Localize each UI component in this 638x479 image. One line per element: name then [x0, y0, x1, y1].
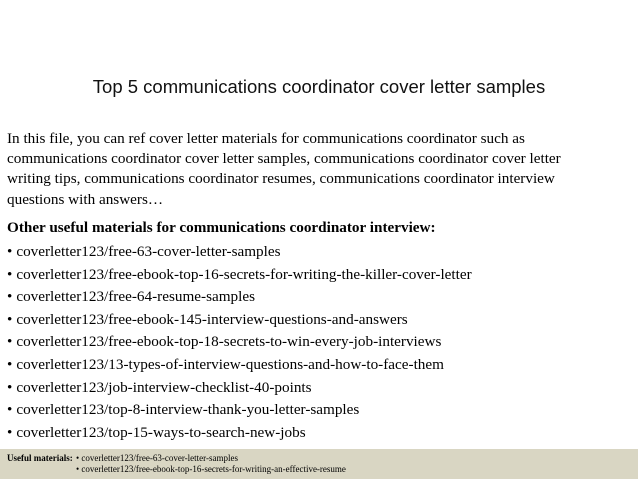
list-item: [7, 377, 472, 400]
material-link[interactable]: coverletter123/top-15-ways-to-search-new-jobs: [16, 423, 306, 441]
page-title: Top 5 communications coordinator cover letter samples: [92, 76, 546, 97]
intro-line: communications coordinator cover letter samples, communications coordinator cover letter: [7, 150, 561, 168]
materials-list: [7, 241, 472, 444]
bullet-icon: •: [7, 333, 13, 351]
bullet-icon: •: [7, 423, 13, 441]
footer-label: Useful materials:: [7, 453, 73, 463]
bullet-icon: •: [7, 288, 13, 306]
list-item: [7, 286, 472, 309]
material-link[interactable]: coverletter123/free-ebook-145-interview-questions-and-answers: [16, 310, 408, 328]
material-link[interactable]: coverletter123/free-ebook-top-18-secrets-to-win-every-job-interviews: [16, 333, 442, 351]
intro-paragraph: [7, 129, 631, 210]
section-heading: Other useful materials for communications coordinator interview:: [7, 219, 436, 236]
list-item: [7, 264, 472, 287]
list-item: [7, 241, 472, 264]
material-link[interactable]: coverletter123/13-types-of-interview-questions-and-how-to-face-them: [16, 355, 444, 373]
material-link[interactable]: coverletter123/job-interview-checklist-40-points: [16, 378, 312, 396]
intro-line: writing tips, communications coordinator resumes, communications coordinator interview: [7, 170, 555, 188]
footer-link[interactable]: • coverletter123/free-63-cover-letter-samples: [76, 453, 238, 463]
list-item: [7, 309, 472, 332]
footer-link[interactable]: • coverletter123/free-ebook-top-16-secrets-for-writing-an-effective-resume: [76, 464, 346, 474]
material-link[interactable]: coverletter123/top-8-interview-thank-you-letter-samples: [16, 401, 360, 419]
bullet-icon: •: [7, 243, 13, 260]
bullet-icon: •: [7, 310, 13, 328]
footer-bar: [0, 449, 638, 479]
intro-line: questions with answers…: [7, 190, 164, 208]
bullet-icon: •: [7, 401, 13, 419]
material-link[interactable]: coverletter123/free-63-cover-letter-samples: [16, 243, 281, 260]
material-link[interactable]: coverletter123/free-64-resume-samples: [16, 288, 255, 306]
bullet-icon: •: [7, 355, 13, 373]
list-item: [7, 354, 472, 377]
list-item: [7, 331, 472, 354]
intro-line: In this file, you can ref cover letter materials for communications coordinator such as: [7, 130, 525, 147]
bullet-icon: •: [7, 378, 13, 396]
material-link[interactable]: coverletter123/free-ebook-top-16-secrets-for-writing-the-killer-cover-letter: [16, 265, 472, 283]
list-item: [7, 399, 472, 422]
bullet-icon: •: [7, 265, 13, 283]
list-item: [7, 422, 472, 445]
